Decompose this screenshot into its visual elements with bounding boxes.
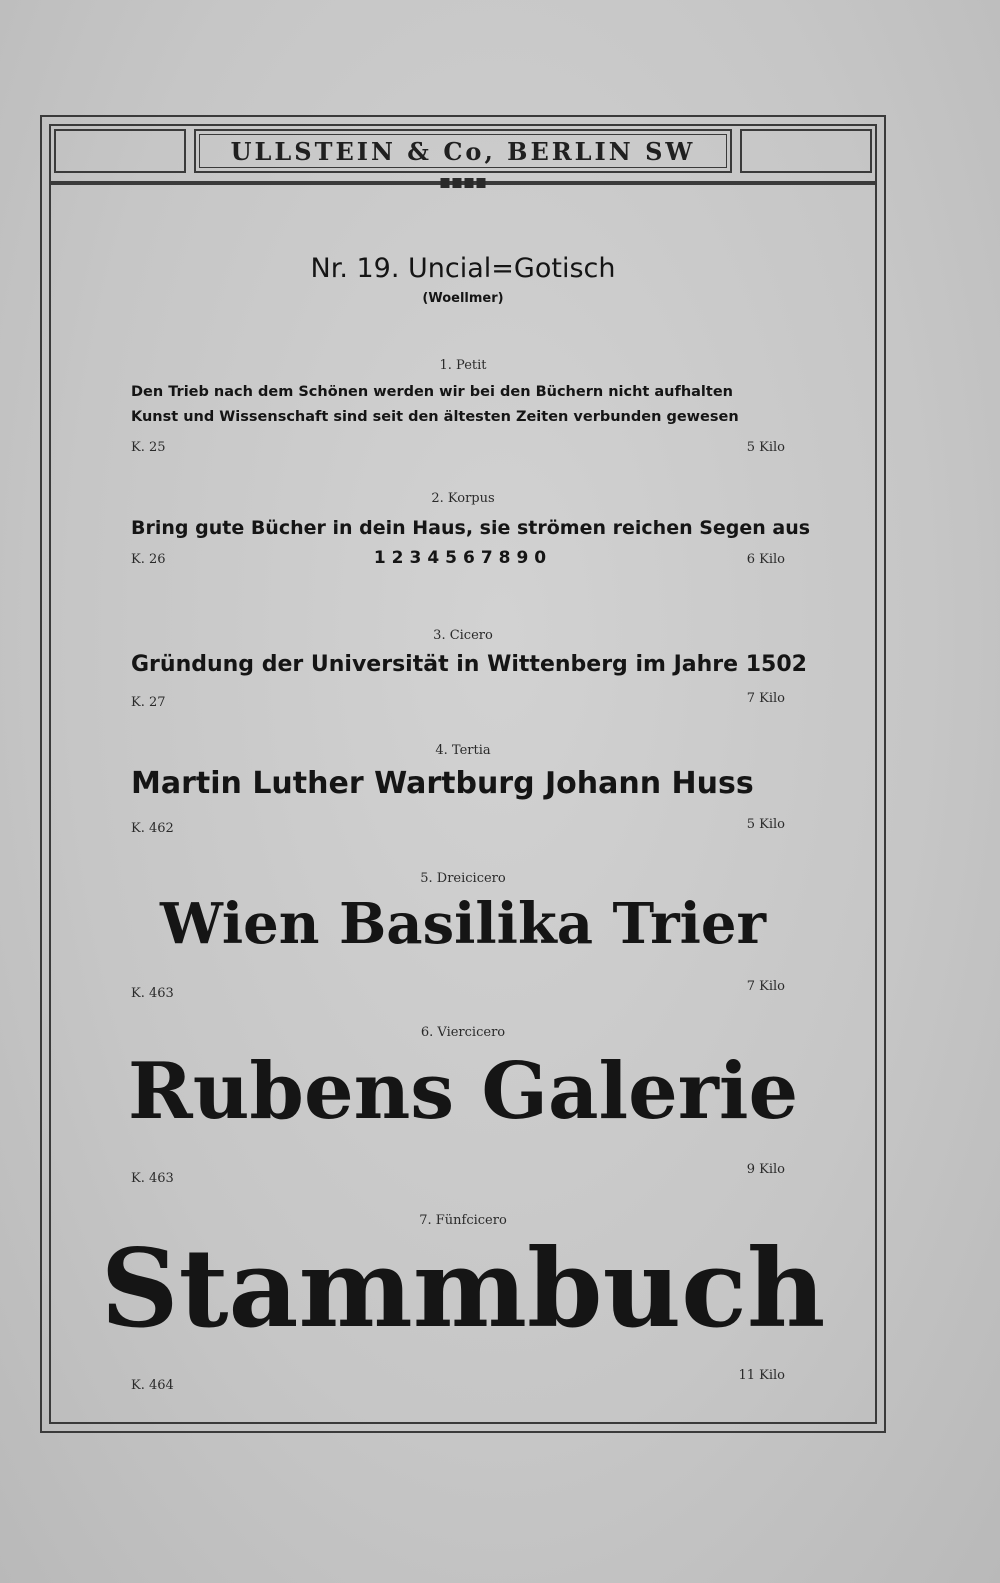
header [51, 126, 875, 192]
specimen-code: K. 463 [131, 1171, 174, 1186]
specimen-text: Rubens Galerie [127, 1046, 799, 1137]
specimen-label: 3. Cicero [433, 628, 493, 643]
specimen-text: Den Trieb nach dem Schönen werden wir bei den Büchern nicht aufhalten [131, 384, 733, 400]
publisher-name: ULLSTEIN & Co, BERLIN SW [230, 136, 696, 166]
specimen-text: Kunst und Wissenschaft sind seit den ältesten Zeiten verbunden gewesen [131, 409, 739, 425]
specimen-label: 2. Korpus [431, 491, 495, 506]
specimen-label: 4. Tertia [435, 743, 491, 758]
specimen-line [100, 1226, 826, 1352]
specimen-line [131, 384, 787, 400]
header-center-box [194, 129, 732, 173]
header-left-box [54, 129, 186, 173]
specimen-label: 5. Dreicicero [420, 871, 506, 886]
page-title: Nr. 19. Uncial=Gotisch [310, 253, 616, 284]
header-rule-ornament [441, 178, 486, 188]
page-subtitle: (Woellmer) [422, 291, 504, 306]
page-frame-inner [49, 124, 877, 1424]
specimen-label: 1. Petit [439, 358, 487, 373]
specimen-numerals: 1234567890 [373, 548, 553, 568]
specimen-text: Wien Basilika Trier [159, 891, 767, 957]
specimen-label: 7. Fünfcicero [419, 1213, 507, 1228]
specimen-line [131, 766, 795, 801]
page-frame [40, 115, 886, 1433]
specimen-line [131, 891, 795, 957]
header-right-box [740, 129, 872, 173]
specimen-weight: 7 Kilo [746, 691, 785, 706]
specimen-weight: 9 Kilo [746, 1162, 785, 1177]
specimen-text: Bring gute Bücher in dein Haus, sie strömen reichen Segen aus [131, 517, 811, 539]
specimen-weight: 11 Kilo [738, 1368, 785, 1383]
specimen-weight: 7 Kilo [746, 979, 785, 994]
specimen-line [131, 409, 787, 425]
specimen-text: Gründung der Universität in Wittenberg im Jahre 1502 [131, 652, 807, 677]
specimen-text: Martin Luther Wartburg Johann Huss [131, 766, 754, 801]
specimen-weight: 5 Kilo [746, 440, 785, 455]
specimen-code: K. 463 [131, 986, 174, 1001]
specimen-code: K. 464 [131, 1378, 174, 1393]
specimen-line [127, 1046, 799, 1137]
specimen-line [131, 517, 811, 539]
specimen-code: K. 27 [131, 695, 166, 710]
specimen-line [131, 652, 807, 677]
specimen-text: Stammbuch [100, 1226, 826, 1352]
specimen-code: K. 26 [131, 552, 166, 567]
specimen-code: K. 25 [131, 440, 166, 455]
specimen-code: K. 462 [131, 821, 174, 836]
specimen-label: 6. Viercicero [420, 1025, 506, 1040]
specimen-weight: 6 Kilo [746, 552, 785, 567]
specimen-weight: 5 Kilo [746, 817, 785, 832]
